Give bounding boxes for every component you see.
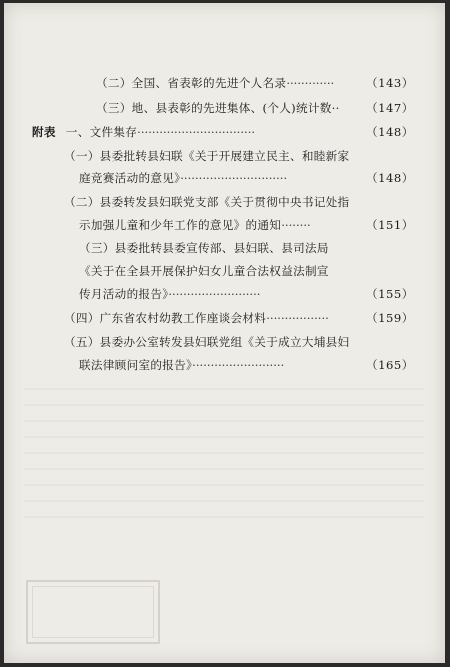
toc-page-number: （159）: [366, 311, 414, 325]
toc-page-number: （147）: [366, 101, 414, 115]
toc-entry-sub-4: [64, 310, 329, 326]
toc-entry-2: [96, 75, 334, 91]
toc-entry-sub-2-line2: [79, 217, 311, 233]
toc-page-number: （151）: [366, 218, 414, 232]
toc-entry-sub-3-line2: [79, 263, 329, 279]
toc-page-number: （155）: [366, 287, 414, 301]
toc-entry-sub-3-line3: [79, 286, 261, 302]
toc-entry-text: （三）地、县表彰的先进集体、(个人)统计数··: [96, 101, 340, 115]
toc-entry-sub-5-line1: [64, 334, 349, 350]
toc-entry-text: 示加强儿童和少年工作的意见》的通知: [79, 218, 282, 232]
toc-entry-sub-2-line1: [64, 194, 349, 210]
appendix-label: 附表: [32, 125, 56, 139]
toc-entry-appendix: [32, 124, 255, 140]
toc-entry-text: 联法律顾问室的报告》: [79, 358, 193, 372]
toc-entry-text: （四）广东省农村幼教工作座谈会材料: [64, 311, 267, 325]
toc-entry-text: 《关于在全县开展保护妇女儿童合法权益法制宣: [79, 264, 329, 278]
toc-entry-sub-1-line1: [64, 148, 349, 164]
toc-entry-sub-3-line1: [79, 240, 329, 256]
toc-leader-dots: ·················: [266, 311, 329, 325]
toc-entry-sub-5-line2: [79, 357, 284, 373]
bleed-through-texture: [24, 388, 424, 518]
toc-entry-sub-1-line2: [79, 170, 287, 186]
library-stamp: [26, 580, 160, 644]
toc-entry-3: [96, 100, 340, 116]
toc-entry-text: （一）县委批转县妇联《关于开展建立民主、和睦新家: [64, 149, 350, 163]
toc-page-number: （165）: [366, 358, 414, 372]
toc-entry-text: 传月活动的报告》: [79, 287, 169, 301]
toc-leader-dots: ········: [281, 218, 311, 232]
toc-entry-text: （二）县委转发县妇联党支部《关于贯彻中央书记处指: [64, 195, 350, 209]
toc-page-number: （148）: [366, 171, 414, 185]
toc-leader-dots: ·············: [286, 76, 335, 90]
toc-entry-text: （五）县委办公室转发县妇联党组《关于成立大埔县妇: [64, 335, 350, 349]
document-page: [4, 3, 445, 663]
toc-entry-text: 一、文件集存: [65, 125, 138, 139]
toc-leader-dots: ·························: [192, 358, 285, 372]
toc-leader-dots: ·····························: [180, 171, 288, 185]
toc-entry-text: （三）县委批转县委宣传部、县妇联、县司法局: [79, 241, 329, 255]
toc-leader-dots: ·························: [168, 287, 261, 301]
toc-page-number: （148）: [366, 125, 414, 139]
toc-leader-dots: ································: [137, 125, 256, 139]
toc-page-number: （143）: [366, 76, 414, 90]
toc-entry-text: 庭竞赛活动的意见》: [79, 171, 181, 185]
toc-entry-text: （二）全国、省表彰的先进个人名录: [96, 76, 287, 90]
library-stamp-inner-border: [32, 586, 154, 638]
